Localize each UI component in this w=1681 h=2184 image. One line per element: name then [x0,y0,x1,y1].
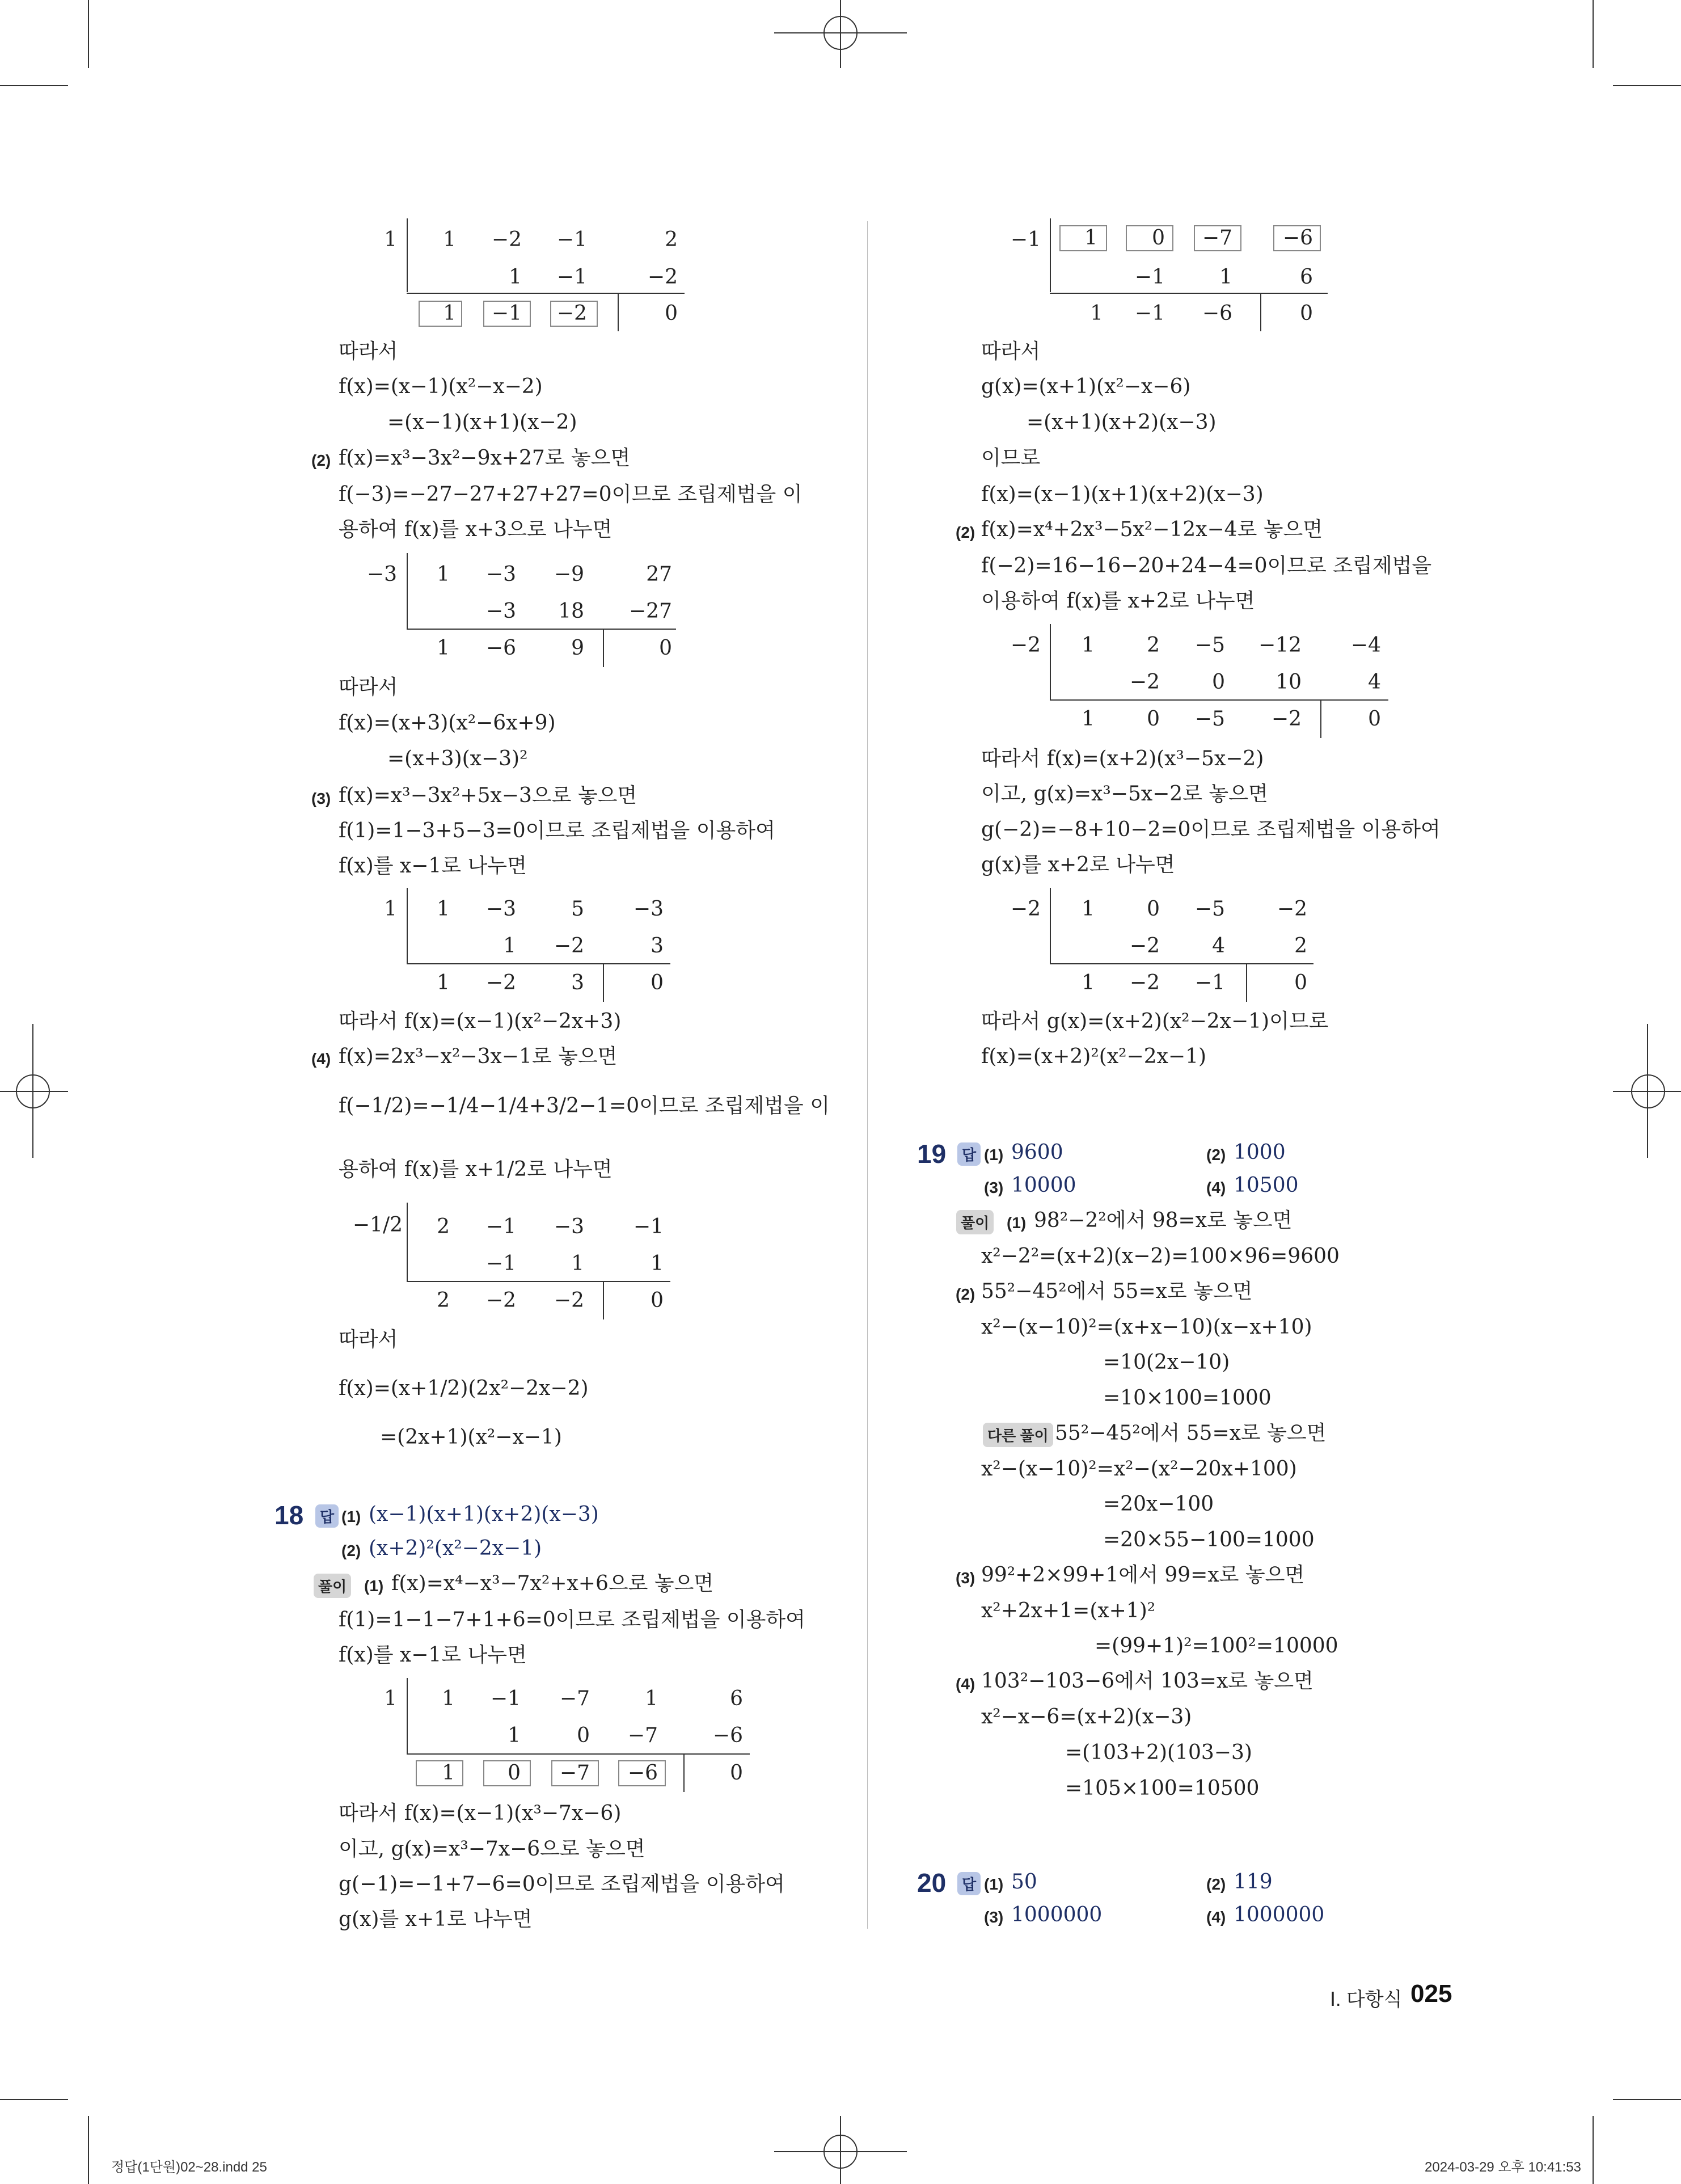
answer-text: 1000 [1234,1141,1286,1164]
text-line: 따라서 [339,676,398,699]
answer-text: 9600 [1011,1141,1063,1164]
cell: 2 [437,1215,450,1238]
cell: −7 [559,1687,590,1710]
math-line: =10×100=1000 [1103,1386,1272,1410]
division-line [1050,699,1388,701]
division-line [407,293,685,294]
divisor: −1 [1010,228,1041,251]
math-line: 99²+2×99+1에서 99=x로 놓으면 [981,1563,1305,1587]
cell: 1 [571,1252,584,1275]
cell: 0 [1147,707,1160,731]
cell: 0 [659,636,672,660]
answer-text: (x−1)(x+1)(x+2)(x−3) [369,1503,599,1526]
text-line: 이므로 [981,446,1041,470]
section-label: Ⅰ. 다항식 [1330,1989,1403,2010]
answer-text: 119 [1234,1870,1273,1894]
cell: 4 [1368,671,1381,694]
cell: −1 [491,302,522,325]
math-line: f(x)=x³−3x²−9x+27로 놓으면 [339,446,631,470]
divisor: −2 [1010,634,1041,657]
cell: 1 [1082,707,1095,731]
remainder-box [683,1753,685,1792]
part-label: (1) [1007,1214,1027,1232]
part-label: (1) [984,1146,1004,1163]
cell: 0 [1212,671,1225,694]
math-line: g(x)를 x+1로 나누면 [339,1908,533,1931]
registration-circle [1631,1074,1665,1108]
crop-mark [1613,85,1681,86]
cell: −27 [629,600,672,623]
cell: −1 [556,265,587,289]
math-line: f(x)=x⁴−x³−7x²+x+6으로 놓으면 [391,1572,714,1595]
cell: 1 [1084,226,1097,250]
remainder-box [603,963,604,1002]
math-line: f(−2)=16−16−20+24−4=0이므로 조립제법을 [981,554,1432,577]
math-line: 따라서 f(x)=(x−1)(x³−7x−6) [339,1802,622,1825]
division-line [407,629,676,630]
cell: 1 [1082,897,1095,921]
cell: −2 [1129,934,1160,958]
remainder-box [1320,699,1321,738]
math-line: x²−(x−10)²=x²−(x²−20x+100) [981,1457,1297,1481]
math-line: =(x+1)(x+2)(x−3) [1027,411,1217,434]
cell: −2 [1129,671,1160,694]
solution-tag: 풀이 [956,1210,994,1234]
cell: 3 [571,971,584,994]
cell: −2 [1271,707,1302,731]
cell: 6 [1300,265,1313,289]
cell: 27 [646,563,672,586]
registration-circle [823,16,858,50]
part-label: (3) [311,790,331,807]
cell: 2 [1294,934,1307,958]
divisor: 1 [384,1687,397,1710]
math-line: f(x)를 x−1로 나누면 [339,1643,527,1667]
cell: 1 [1082,971,1095,994]
remainder-box [1260,293,1261,331]
cell: −7 [1202,226,1232,250]
cell: −7 [559,1761,590,1785]
math-line: g(−1)=−1+7−6=0이므로 조립제법을 이용하여 [339,1873,785,1896]
cell: 0 [508,1761,521,1785]
part-label: (4) [1206,1908,1226,1926]
remainder-box [603,1281,604,1319]
math-line: 따라서 f(x)=(x+2)(x³−5x−2) [981,747,1264,770]
math-line: f(x)=(x−1)(x+1)(x+2)(x−3) [981,483,1264,506]
divisor: 1 [384,897,397,921]
math-line: 98²−2²에서 98=x로 놓으면 [1034,1209,1293,1232]
division-bar [407,1678,408,1755]
divisor: −3 [366,563,397,586]
cell: −2 [485,971,516,994]
text-line: 따라서 [981,340,1041,363]
math-line: =(103+2)(103−3) [1065,1741,1252,1764]
cell: −1 [1134,302,1165,325]
cell: 2 [437,1289,450,1312]
math-line: =20×55−100=1000 [1103,1528,1315,1551]
division-line [407,963,670,964]
math-line: 이고, g(x)=x³−5x−2로 놓으면 [981,782,1268,806]
cell: −7 [627,1724,658,1747]
page-number: 025 [1410,1980,1452,2008]
math-line: g(x)를 x+2로 나누면 [981,853,1175,876]
answer-text: 50 [1011,1870,1037,1894]
cell: −4 [1350,634,1381,657]
math-line: g(−2)=−8+10−2=0이므로 조립제법을 이용하여 [981,818,1441,841]
file-slug: 정답(1단원)02~28.indd 25 [111,2160,267,2175]
divisor: −1/2 [352,1213,403,1237]
math-line: f(1)=1−3+5−3=0이므로 조립제법을 이용하여 [339,819,775,842]
cell: 0 [1152,226,1165,250]
timestamp-slug: 2024-03-29 오후 10:41:53 [1425,2160,1581,2175]
math-line: =(99+1)²=100²=10000 [1095,1634,1338,1658]
math-line: =(2x+1)(x²−x−1) [380,1426,562,1449]
cell: −1 [490,1687,521,1710]
cell: −3 [485,563,516,586]
math-line: f(1)=1−1−7+1+6=0이므로 조립제법을 이용하여 [339,1608,805,1631]
cell: −3 [554,1215,584,1238]
math-line: 이용하여 f(x)를 x+2로 나누면 [981,589,1255,613]
math-line: 따라서 f(x)=(x−1)(x²−2x+3) [339,1010,622,1033]
cell: 0 [651,971,664,994]
part-label: (2) [341,1542,361,1559]
part-label: (3) [984,1908,1004,1926]
answer-text: 10500 [1234,1174,1299,1197]
cell: −12 [1258,634,1302,657]
math-line: f(x)=(x+3)(x²−6x+9) [339,711,556,735]
cell: 1 [437,971,450,994]
cell: 1 [437,897,450,921]
part-label: (4) [311,1050,331,1068]
cell: 1 [509,265,522,289]
answer-text: 1000000 [1011,1903,1103,1926]
math-line: 따라서 g(x)=(x+2)(x²−2x−1)이므로 [981,1010,1329,1033]
answer-text: 1000000 [1234,1903,1325,1926]
cell: 1 [508,1724,521,1747]
cell: 1 [1090,302,1103,325]
math-line: 용하여 f(x)를 x+3으로 나누면 [339,518,613,541]
math-line: f(x)=(x+1/2)(2x²−2x−2) [339,1377,589,1400]
cell: 3 [651,934,664,958]
cell: −3 [485,897,516,921]
cell: 5 [571,897,584,921]
cell: 0 [1294,971,1307,994]
part-label: (4) [956,1675,975,1693]
math-line: x²−2²=(x+2)(x−2)=100×96=9600 [981,1245,1340,1268]
cell: −1 [1134,265,1165,289]
question-number: 20 [917,1868,947,1898]
math-line: x²+2x+1=(x+1)² [981,1599,1156,1622]
math-line: f(x)=2x³−x²−3x−1로 놓으면 [339,1045,618,1068]
crop-mark [88,0,89,68]
crop-mark [0,85,68,86]
cell: −1 [485,1215,516,1238]
part-label: (1) [984,1875,1004,1893]
cell: 2 [665,228,678,251]
cell: 0 [577,1724,590,1747]
cell: −5 [1194,634,1225,657]
part-label: (4) [1206,1179,1226,1196]
cell: −3 [633,897,664,921]
math-line: =(x+3)(x−3)² [387,747,528,770]
crop-mark [1593,0,1594,68]
math-line: =10(2x−10) [1103,1351,1230,1374]
crop-mark [0,2099,68,2100]
cell: 18 [558,600,584,623]
cell: 1 [437,563,450,586]
division-bar [1050,218,1051,292]
part-label: (1) [364,1577,384,1595]
answer-text: 10000 [1011,1174,1076,1197]
cell: 1 [443,228,456,251]
answer-text: (x+2)²(x²−2x−1) [369,1537,542,1560]
cell: −2 [485,1289,516,1312]
cell: 0 [1300,302,1313,325]
part-label: (2) [311,452,331,469]
math-line: =(x−1)(x+1)(x−2) [387,411,577,434]
crop-mark [1593,2116,1594,2184]
cell: 0 [665,302,678,325]
remainder-box [1246,963,1247,1002]
cell: −1 [485,1252,516,1275]
math-line: f(x)를 x−1로 나누면 [339,854,527,878]
math-line: f(−1/2)=−1/4−1/4+3/2−1=0이므로 조립제법을 이 [339,1094,830,1118]
text-line: 따라서 [339,340,398,363]
math-line: f(x)=x³−3x²+5x−3으로 놓으면 [339,784,637,807]
math-line: f(x)=x⁴+2x³−5x²−12x−4로 놓으면 [981,518,1323,541]
cell: 1 [1082,634,1095,657]
registration-circle [823,2135,858,2169]
cell: −2 [554,934,584,958]
math-line: =105×100=10500 [1065,1777,1260,1800]
cell: 1 [442,1761,455,1785]
math-line: 이고, g(x)=x³−7x−6으로 놓으면 [339,1837,645,1861]
cell: 9 [571,636,584,660]
division-bar [1050,888,1051,964]
cell: 6 [730,1687,743,1710]
cell: 1 [1219,265,1232,289]
part-label: (2) [956,1285,975,1303]
cell: 1 [651,1252,664,1275]
cell: −6 [627,1761,658,1785]
cell: −2 [556,302,587,325]
alt-solution-tag: 다른 풀이 [983,1423,1053,1447]
cell: 2 [1147,634,1160,657]
cell: 4 [1212,934,1225,958]
cell: 1 [442,1687,455,1710]
math-line: x²−(x−10)²=(x+x−10)(x−x+10) [981,1316,1312,1339]
cell: −9 [554,563,584,586]
division-line [1050,293,1328,294]
text-line: 따라서 [339,1328,398,1351]
question-number: 19 [917,1139,947,1169]
division-line [407,1281,670,1282]
answer-tag: 답 [315,1504,339,1528]
part-label: (3) [956,1569,975,1587]
cell: 0 [1147,897,1160,921]
divisor: −2 [1010,897,1041,921]
part-label: (2) [1206,1146,1226,1163]
cell: −6 [712,1724,743,1747]
division-bar [407,553,408,630]
math-line: 55²−45²에서 55=x로 놓으면 [1055,1422,1327,1445]
math-line: x²−x−6=(x+2)(x−3) [981,1705,1192,1728]
division-line [407,1753,750,1755]
cell: −5 [1194,707,1225,731]
cell: −2 [1277,897,1307,921]
cell: −1 [633,1215,664,1238]
divisor: 1 [384,228,397,251]
cell: −1 [1194,971,1225,994]
cell: −2 [554,1289,584,1312]
cell: −2 [647,265,678,289]
math-line: 용하여 f(x)를 x+1/2로 나누면 [339,1158,613,1181]
cell: 10 [1275,671,1302,694]
part-label: (2) [1206,1875,1226,1893]
column-divider [867,221,868,1929]
cell: 1 [503,934,516,958]
cell: 0 [651,1289,664,1312]
cell: −6 [485,636,516,660]
cell: −2 [1129,971,1160,994]
division-bar [407,218,408,292]
division-bar [1050,624,1051,701]
math-line: f(x)=(x+2)²(x²−2x−1) [981,1045,1207,1068]
cell: 1 [443,302,456,325]
crop-mark [88,2116,89,2184]
remainder-box [603,629,604,667]
cell: 0 [730,1761,743,1785]
question-number: 18 [274,1500,304,1530]
part-label: (2) [956,524,975,541]
math-line: 55²−45²에서 55=x로 놓으면 [981,1280,1253,1303]
cell: −6 [1282,226,1313,250]
math-line: f(x)=(x−1)(x²−x−2) [339,375,543,398]
math-line: 103²−103−6에서 103=x로 놓으면 [981,1669,1313,1693]
cell: −3 [485,600,516,623]
math-line: f(−3)=−27−27+27+27=0이므로 조립제법을 이 [339,483,803,506]
crop-mark [1613,2099,1681,2100]
division-bar [407,1203,408,1282]
cell: 1 [645,1687,658,1710]
remainder-box [618,293,619,331]
answer-tag: 답 [957,1872,981,1895]
part-label: (3) [984,1179,1004,1196]
division-line [1050,963,1313,964]
registration-circle [16,1074,50,1108]
cell: 0 [1368,707,1381,731]
cell: −2 [491,228,522,251]
solution-tag: 풀이 [314,1574,351,1598]
division-bar [407,888,408,964]
part-label: (1) [341,1508,361,1525]
cell: −6 [1202,302,1232,325]
cell: −1 [556,228,587,251]
cell: 1 [437,636,450,660]
cell: −5 [1194,897,1225,921]
math-line: =20x−100 [1103,1492,1214,1516]
math-line: g(x)=(x+1)(x²−x−6) [981,375,1191,398]
answer-tag: 답 [957,1142,981,1166]
